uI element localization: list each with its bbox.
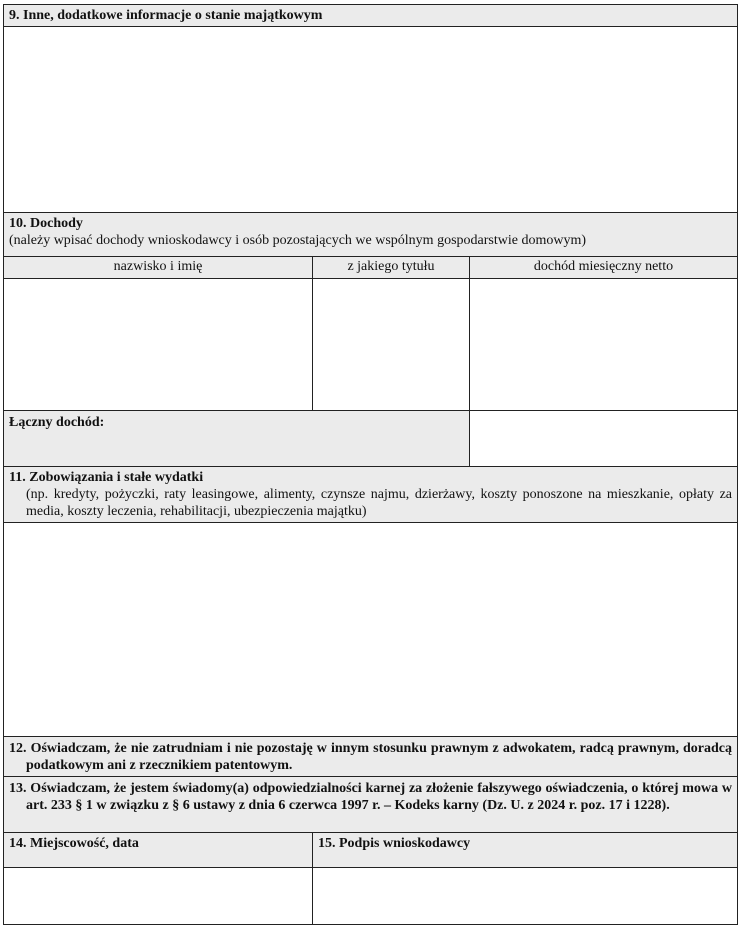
section-9-title: 9. Inne, dodatkowe informacje o stanie majątkowym — [9, 8, 323, 23]
declaration-form — [3, 4, 738, 925]
income-table-row — [4, 279, 737, 411]
signature-header-row — [4, 833, 737, 868]
section-15-title: 15. Podpis wnioskodawcy — [318, 836, 471, 851]
income-col-net: dochód miesięczny netto — [533, 259, 674, 274]
section-11-title: 11. Zobowiązania i stałe wydatki — [9, 470, 204, 485]
section-12-statement — [4, 737, 737, 777]
income-name-input[interactable] — [4, 279, 313, 410]
income-source-input[interactable] — [313, 279, 470, 410]
section-10-title: 10. Dochody — [9, 216, 83, 231]
income-total-input[interactable] — [470, 411, 737, 466]
place-date-input[interactable] — [4, 868, 313, 924]
section-13-statement — [4, 777, 737, 833]
section-12-text: 12. Oświadczam, że nie zatrudniam i nie pozostaję w innym stosunku prawnym z adwokatem, radcą prawnym, doradcą podatkowym ani z rzecznikiem patentowym. — [9, 741, 732, 773]
section-14-title: 14. Miejscowość, data — [4, 833, 313, 867]
section-9-header — [4, 5, 737, 27]
section-10-subtitle: (należy wpisać dochody wnioskodawcy i osób pozostających we wspólnym gospodarstwie domowym) — [9, 233, 586, 248]
section-13-text: 13. Oświadczam, że jestem świadomy(a) odpowiedzialności karnej za złożenie fałszywego oświadczenia, o której mowa w art. 233 § 1 w związku z § 6 ustawy z dnia 6 czerwca 1997 r. – Kodeks karny (Dz. U. z 2024 r. poz. 17 i 1228). — [9, 781, 732, 813]
income-total-label: Łączny dochód: — [4, 411, 470, 466]
income-net-input[interactable] — [470, 279, 737, 410]
section-9-input-area[interactable] — [4, 27, 737, 213]
signature-input-row — [4, 868, 737, 924]
section-11-input-area[interactable] — [4, 523, 737, 737]
signature-input[interactable] — [313, 868, 737, 924]
section-11-description: (np. kredyty, pożyczki, raty leasingowe, alimenty, czynsze najmu, dzierżawy, koszty ponoszone na mieszkanie, opłaty za media, koszty leczenia, rehabilitacji, ubezpieczenia majątku) — [26, 487, 732, 519]
income-col-name: nazwisko i imię — [4, 257, 313, 278]
section-11-header — [4, 467, 737, 523]
income-col-source: z jakiego tytułu — [313, 257, 470, 278]
section-10-header — [4, 213, 737, 257]
income-total-row — [4, 411, 737, 467]
income-table-header — [4, 257, 737, 279]
